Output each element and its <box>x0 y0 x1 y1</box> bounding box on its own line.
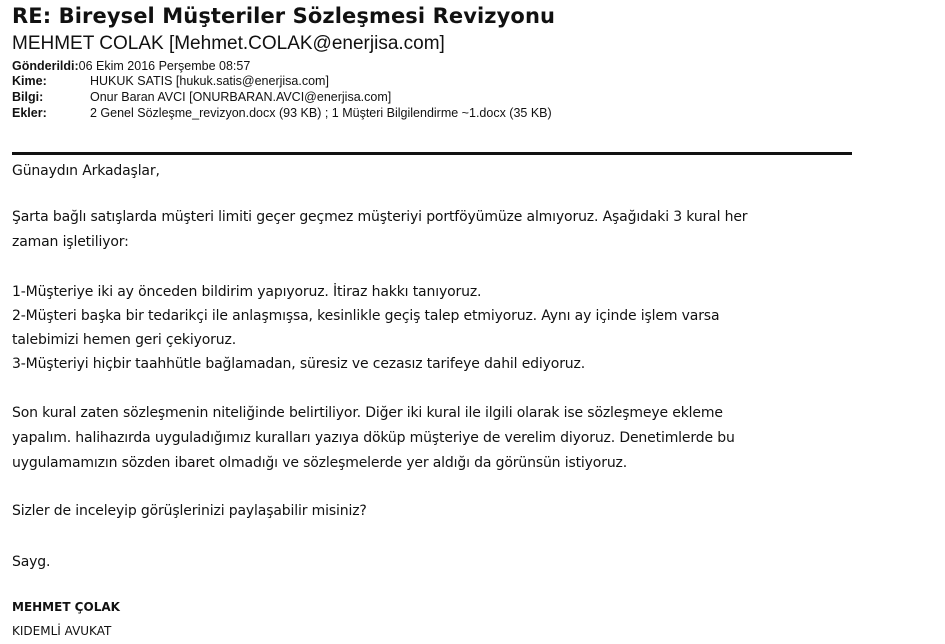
cc-value: Onur Baran AVCI [ONURBARAN.AVCI@enerjisa.com] <box>90 90 392 104</box>
rule-1: 1-Müşteriye iki ay önceden bildirim yapıyoruz. İtiraz hakkı tanıyoruz. <box>12 284 482 300</box>
email-sender: MEHMET COLAK [Mehmet.COLAK@enerjisa.com] <box>12 33 445 54</box>
rule-2-line-1: 2-Müşteri başka bir tedarikçi ile anlaşmışsa, kesinlikle geçiş talep etmiyoruz. Aynı ay içinde işlem varsa <box>12 308 720 324</box>
paragraph-2-line-3: uygulamamızın sözden ibaret olmadığı ve sözleşmelerde yer aldığı da görünsün istiyoruz. <box>12 455 628 471</box>
to-row <box>12 73 329 89</box>
to-label: Kime: <box>12 74 47 88</box>
attachments-row <box>12 105 552 121</box>
header-divider <box>12 152 852 155</box>
question: Sizler de inceleyip görüşlerinizi paylaşabilir misiniz? <box>12 503 367 519</box>
cc-row <box>12 89 392 105</box>
sent-row <box>12 58 250 74</box>
cc-label: Bilgi: <box>12 90 44 104</box>
signature-title: KIDEMLİ AVUKAT <box>12 624 112 638</box>
sent-value: 06 Ekim 2016 Perşembe 08:57 <box>78 59 251 73</box>
paragraph-2-line-1: Son kural zaten sözleşmenin niteliğinde belirtiliyor. Diğer iki kural ile ilgili olarak ise sözleşmeye ekleme <box>12 405 723 421</box>
closing: Sayg. <box>12 554 51 570</box>
paragraph-1-line-1: Şarta bağlı satışlarda müşteri limiti geçer geçmez müşteriyi portföyümüze almıyoruz. Aşağıdaki 3 kural her <box>12 209 748 225</box>
attachments-value: 2 Genel Sözleşme_revizyon.docx (93 KB) ; 1 Müşteri Bilgilendirme ~1.docx (35 KB) <box>90 106 552 120</box>
attachments-label: Ekler: <box>12 106 47 120</box>
to-value: HUKUK SATIS [hukuk.satis@enerjisa.com] <box>90 74 329 88</box>
paragraph-2-line-2: yapalım. halihazırda uyguladığımız kuralları yazıya döküp müşteriye de verelim diyoruz. Denetimlerde bu <box>12 430 735 446</box>
signature-name: MEHMET ÇOLAK <box>12 600 120 614</box>
rule-3: 3-Müşteriyi hiçbir taahhütle bağlamadan, süresiz ve cezasız tarifeye dahil ediyoruz. <box>12 356 586 372</box>
paragraph-1-line-2: zaman işletiliyor: <box>12 234 129 250</box>
greeting: Günaydın Arkadaşlar, <box>12 163 160 179</box>
sent-label: Gönderildi: <box>12 59 79 73</box>
rule-2-line-2: talebimizi hemen geri çekiyoruz. <box>12 332 237 348</box>
email-subject: RE: Bireysel Müşteriler Sözleşmesi Revizyonu <box>12 4 556 28</box>
